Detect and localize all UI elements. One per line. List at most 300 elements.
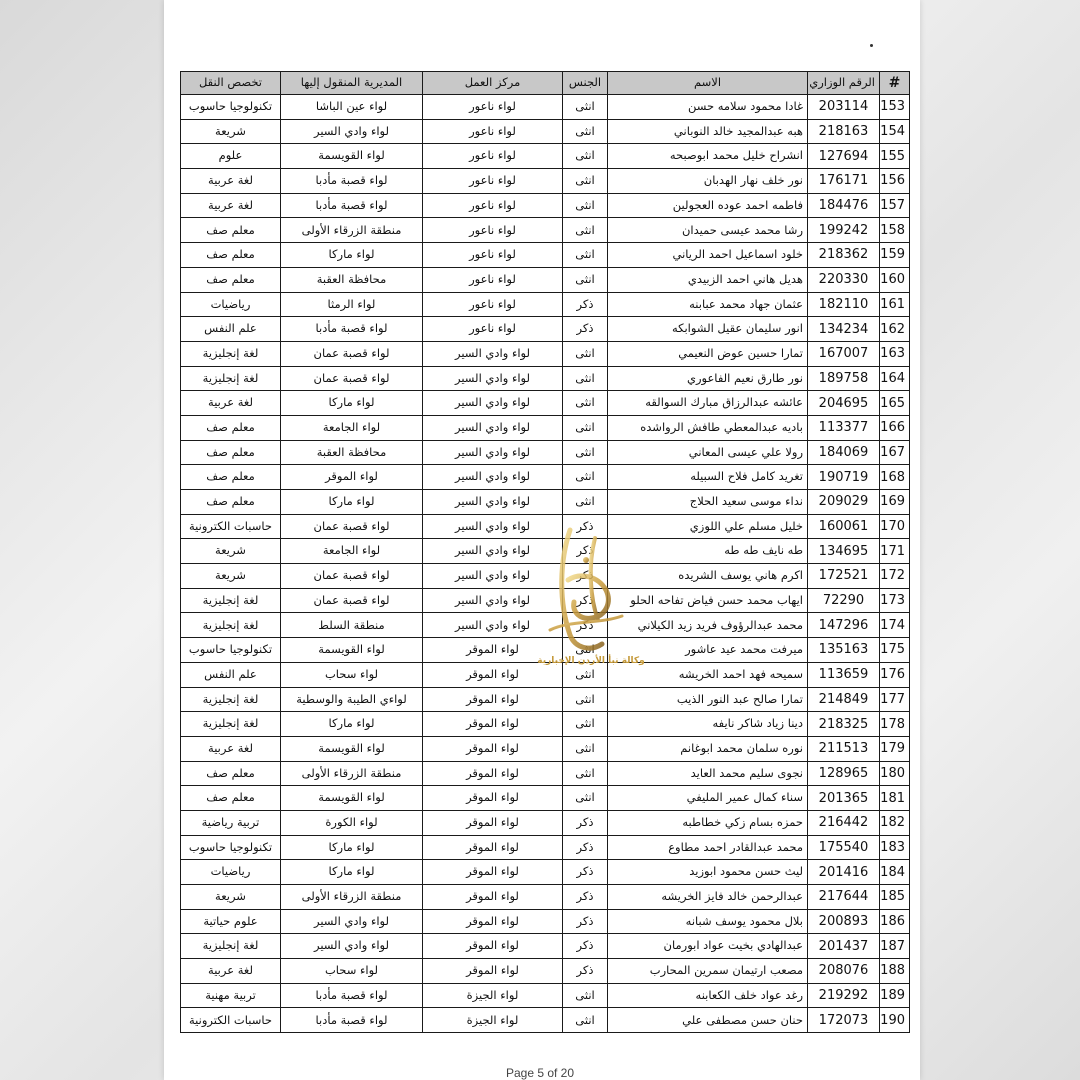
gender-cell: ذكر xyxy=(563,885,608,910)
work-center-cell: لواء وادي السير xyxy=(423,440,563,465)
ministerial-id-cell: 220330 xyxy=(808,267,880,292)
employee-name-cell: رولا علي عيسى المعاني xyxy=(608,440,808,465)
employee-name-cell: تغريد كامل فلاح السبيله xyxy=(608,465,808,490)
work-center-cell: لواء الموقر xyxy=(423,736,563,761)
table-row xyxy=(181,1008,910,1033)
table-row xyxy=(181,687,910,712)
employee-name-cell: خليل مسلم علي اللوزي xyxy=(608,514,808,539)
employee-name-cell: سميحه فهد احمد الخريشه xyxy=(608,662,808,687)
transfer-specialty-cell: شريعة xyxy=(181,564,281,589)
row-number-cell: 172 xyxy=(880,564,910,589)
work-center-cell: لواء وادي السير xyxy=(423,391,563,416)
work-center-cell: لواء الجيزة xyxy=(423,1008,563,1033)
transfer-specialty-cell: لغة إنجليزية xyxy=(181,613,281,638)
work-center-cell: لواء وادي السير xyxy=(423,490,563,515)
ministerial-id-cell: 176171 xyxy=(808,169,880,194)
gender-cell: انثى xyxy=(563,736,608,761)
ministerial-id-cell: 134234 xyxy=(808,317,880,342)
gender-cell: انثى xyxy=(563,465,608,490)
destination-directorate-cell: لواء وادي السير xyxy=(281,909,423,934)
destination-directorate-cell: لواء وادي السير xyxy=(281,934,423,959)
ministerial-id-cell: 160061 xyxy=(808,514,880,539)
ministerial-id-cell: 134695 xyxy=(808,539,880,564)
gender-cell: انثى xyxy=(563,391,608,416)
transfer-specialty-cell: تربية مهنية xyxy=(181,983,281,1008)
gender-cell: ذكر xyxy=(563,514,608,539)
destination-directorate-cell: لواء قصبة عمان xyxy=(281,366,423,391)
gender-cell: انثى xyxy=(563,638,608,663)
destination-directorate-cell: لواء قصبة مأدبا xyxy=(281,1008,423,1033)
ministerial-id-cell: 189758 xyxy=(808,366,880,391)
table-row xyxy=(181,662,910,687)
header-name: الاسم xyxy=(608,72,808,95)
work-center-cell: لواء الموقر xyxy=(423,761,563,786)
row-number-cell: 190 xyxy=(880,1008,910,1033)
destination-directorate-cell: لواء قصبة مأدبا xyxy=(281,193,423,218)
table-row xyxy=(181,983,910,1008)
table-row xyxy=(181,564,910,589)
table-row xyxy=(181,119,910,144)
gender-cell: انثى xyxy=(563,341,608,366)
row-number-cell: 162 xyxy=(880,317,910,342)
table-row xyxy=(181,490,910,515)
employee-name-cell: رشا محمد عيسى حميدان xyxy=(608,218,808,243)
transfer-specialty-cell: شريعة xyxy=(181,539,281,564)
transfer-specialty-cell: علم النفس xyxy=(181,317,281,342)
gender-cell: انثى xyxy=(563,490,608,515)
destination-directorate-cell: لواء ماركا xyxy=(281,835,423,860)
employee-name-cell: محمد عبدالرؤوف فريد زيد الكيلاني xyxy=(608,613,808,638)
work-center-cell: لواء وادي السير xyxy=(423,366,563,391)
gender-cell: ذكر xyxy=(563,539,608,564)
row-number-cell: 182 xyxy=(880,810,910,835)
gender-cell: انثى xyxy=(563,712,608,737)
transfer-specialty-cell: لغة إنجليزية xyxy=(181,588,281,613)
ministerial-id-cell: 72290 xyxy=(808,588,880,613)
employee-name-cell: دينا زياد شاكر نايفه xyxy=(608,712,808,737)
ministerial-id-cell: 218325 xyxy=(808,712,880,737)
row-number-cell: 154 xyxy=(880,119,910,144)
row-number-cell: 187 xyxy=(880,934,910,959)
transfer-specialty-cell: لغة إنجليزية xyxy=(181,366,281,391)
work-center-cell: لواء الموقر xyxy=(423,959,563,984)
work-center-cell: لواء وادي السير xyxy=(423,539,563,564)
transfer-specialty-cell: معلم صف xyxy=(181,786,281,811)
transfer-specialty-cell: لغة إنجليزية xyxy=(181,687,281,712)
header-num: # xyxy=(880,72,910,95)
row-number-cell: 164 xyxy=(880,366,910,391)
destination-directorate-cell: محافظة العقبة xyxy=(281,440,423,465)
ministerial-id-cell: 147296 xyxy=(808,613,880,638)
destination-directorate-cell: لواء قصبة عمان xyxy=(281,341,423,366)
employee-name-cell: نجوى سليم محمد العايد xyxy=(608,761,808,786)
destination-directorate-cell: لواء ماركا xyxy=(281,860,423,885)
destination-directorate-cell: لواء القويسمة xyxy=(281,736,423,761)
table-row xyxy=(181,909,910,934)
ministerial-id-cell: 199242 xyxy=(808,218,880,243)
table-row xyxy=(181,885,910,910)
gender-cell: ذكر xyxy=(563,934,608,959)
ministerial-id-cell: 184476 xyxy=(808,193,880,218)
transfer-specialty-cell: لغة عربية xyxy=(181,169,281,194)
gender-cell: ذكر xyxy=(563,860,608,885)
header-gender: الجنس xyxy=(563,72,608,95)
employee-name-cell: رغد عواد خلف الكعابنه xyxy=(608,983,808,1008)
transfer-specialty-cell: حاسبات الكترونية xyxy=(181,1008,281,1033)
gender-cell: ذكر xyxy=(563,959,608,984)
table-row xyxy=(181,588,910,613)
row-number-cell: 165 xyxy=(880,391,910,416)
row-number-cell: 158 xyxy=(880,218,910,243)
employee-name-cell: غادا محمود سلامه حسن xyxy=(608,95,808,120)
destination-directorate-cell: منطقة الزرقاء الأولى xyxy=(281,218,423,243)
table-row xyxy=(181,292,910,317)
ministerial-id-cell: 184069 xyxy=(808,440,880,465)
work-center-cell: لواء وادي السير xyxy=(423,415,563,440)
table-row xyxy=(181,144,910,169)
transfer-specialty-cell: رياضيات xyxy=(181,860,281,885)
ministerial-id-cell: 218163 xyxy=(808,119,880,144)
gender-cell: ذكر xyxy=(563,909,608,934)
employee-name-cell: تمارا حسين عوض النعيمي xyxy=(608,341,808,366)
table-row xyxy=(181,810,910,835)
table-row xyxy=(181,736,910,761)
work-center-cell: لواء ناعور xyxy=(423,267,563,292)
employee-name-cell: خلود اسماعيل احمد الرياني xyxy=(608,243,808,268)
table-row xyxy=(181,317,910,342)
row-number-cell: 181 xyxy=(880,786,910,811)
row-number-cell: 156 xyxy=(880,169,910,194)
table-row xyxy=(181,835,910,860)
destination-directorate-cell: لواء الجامعة xyxy=(281,415,423,440)
table-row xyxy=(181,465,910,490)
destination-directorate-cell: لواء سحاب xyxy=(281,662,423,687)
gender-cell: انثى xyxy=(563,95,608,120)
row-number-cell: 189 xyxy=(880,983,910,1008)
ministerial-id-cell: 211513 xyxy=(808,736,880,761)
gender-cell: انثى xyxy=(563,169,608,194)
ministerial-id-cell: 190719 xyxy=(808,465,880,490)
table-row xyxy=(181,366,910,391)
table-row xyxy=(181,860,910,885)
gender-cell: انثى xyxy=(563,243,608,268)
row-number-cell: 183 xyxy=(880,835,910,860)
work-center-cell: لواء وادي السير xyxy=(423,514,563,539)
employee-name-cell: باديه عبدالمعطي طافش الرواشده xyxy=(608,415,808,440)
row-number-cell: 176 xyxy=(880,662,910,687)
gender-cell: انثى xyxy=(563,267,608,292)
employee-name-cell: حمزه بسام زكي خطاطبه xyxy=(608,810,808,835)
employee-name-cell: بلال محمود يوسف شبانه xyxy=(608,909,808,934)
work-center-cell: لواء ناعور xyxy=(423,218,563,243)
row-number-cell: 173 xyxy=(880,588,910,613)
gender-cell: ذكر xyxy=(563,292,608,317)
gender-cell: انثى xyxy=(563,1008,608,1033)
destination-directorate-cell: لواء الموقر xyxy=(281,465,423,490)
ministerial-id-cell: 200893 xyxy=(808,909,880,934)
employee-name-cell: محمد عبدالقادر احمد مطاوع xyxy=(608,835,808,860)
transfer-specialty-cell: لغة إنجليزية xyxy=(181,712,281,737)
destination-directorate-cell: لواء ماركا xyxy=(281,712,423,737)
transfer-specialty-cell: لغة إنجليزية xyxy=(181,934,281,959)
row-number-cell: 179 xyxy=(880,736,910,761)
work-center-cell: لواء ناعور xyxy=(423,95,563,120)
row-number-cell: 185 xyxy=(880,885,910,910)
ministerial-id-cell: 204695 xyxy=(808,391,880,416)
ministerial-id-cell: 175540 xyxy=(808,835,880,860)
transfer-specialty-cell: تربية رياضية xyxy=(181,810,281,835)
work-center-cell: لواء وادي السير xyxy=(423,465,563,490)
destination-directorate-cell: لواء قصبة عمان xyxy=(281,514,423,539)
work-center-cell: لواء الموقر xyxy=(423,934,563,959)
destination-directorate-cell: لواء القويسمة xyxy=(281,638,423,663)
gender-cell: ذكر xyxy=(563,810,608,835)
work-center-cell: لواء ناعور xyxy=(423,317,563,342)
transfer-specialty-cell: شريعة xyxy=(181,885,281,910)
page-footer: Page 5 of 20 xyxy=(505,1066,575,1080)
work-center-cell: لواء ناعور xyxy=(423,292,563,317)
table-body xyxy=(181,95,910,1033)
work-center-cell: لواء الموقر xyxy=(423,638,563,663)
destination-directorate-cell: منطقة السلط xyxy=(281,613,423,638)
transfer-specialty-cell: معلم صف xyxy=(181,440,281,465)
table-row xyxy=(181,169,910,194)
destination-directorate-cell: لواء سحاب xyxy=(281,959,423,984)
table-row xyxy=(181,712,910,737)
transfer-specialty-cell: معلم صف xyxy=(181,267,281,292)
employee-name-cell: عبدالهادي بخيت عواد ابورمان xyxy=(608,934,808,959)
transfer-specialty-cell: معلم صف xyxy=(181,415,281,440)
destination-directorate-cell: لواء الكورة xyxy=(281,810,423,835)
transfer-specialty-cell: لغة عربية xyxy=(181,736,281,761)
transfer-specialty-cell: لغة عربية xyxy=(181,959,281,984)
row-number-cell: 166 xyxy=(880,415,910,440)
destination-directorate-cell: لواء الرمثا xyxy=(281,292,423,317)
table-row xyxy=(181,934,910,959)
ministerial-id-cell: 201437 xyxy=(808,934,880,959)
table-row xyxy=(181,415,910,440)
ministerial-id-cell: 113377 xyxy=(808,415,880,440)
employee-name-cell: نداء موسى سعيد الحلاج xyxy=(608,490,808,515)
work-center-cell: لواء وادي السير xyxy=(423,588,563,613)
employee-name-cell: تمارا صالح عبد النور الذيب xyxy=(608,687,808,712)
destination-directorate-cell: لواء القويسمة xyxy=(281,786,423,811)
ministerial-id-cell: 128965 xyxy=(808,761,880,786)
transfer-specialty-cell: علوم حياتية xyxy=(181,909,281,934)
employee-name-cell: نوره سلمان محمد ابوغانم xyxy=(608,736,808,761)
destination-directorate-cell: لواء قصبة مأدبا xyxy=(281,317,423,342)
destination-directorate-cell: لواء وادي السير xyxy=(281,119,423,144)
ministerial-id-cell: 208076 xyxy=(808,959,880,984)
gender-cell: انثى xyxy=(563,193,608,218)
row-number-cell: 160 xyxy=(880,267,910,292)
work-center-cell: لواء ناعور xyxy=(423,243,563,268)
ministerial-id-cell: 167007 xyxy=(808,341,880,366)
gender-cell: انثى xyxy=(563,687,608,712)
destination-directorate-cell: لواءي الطيبة والوسطية xyxy=(281,687,423,712)
destination-directorate-cell: لواء الجامعة xyxy=(281,539,423,564)
row-number-cell: 153 xyxy=(880,95,910,120)
row-number-cell: 178 xyxy=(880,712,910,737)
employee-name-cell: عائشه عبدالرزاق مبارك السوالقه xyxy=(608,391,808,416)
table-row xyxy=(181,193,910,218)
destination-directorate-cell: لواء قصبة عمان xyxy=(281,588,423,613)
stray-mark xyxy=(870,44,873,47)
table-row xyxy=(181,959,910,984)
employee-name-cell: انور سليمان عقيل الشوابكه xyxy=(608,317,808,342)
work-center-cell: لواء الموقر xyxy=(423,786,563,811)
destination-directorate-cell: لواء قصبة مأدبا xyxy=(281,983,423,1008)
table-header-row xyxy=(181,72,910,95)
destination-directorate-cell: لواء ماركا xyxy=(281,490,423,515)
work-center-cell: لواء ناعور xyxy=(423,119,563,144)
ministerial-id-cell: 182110 xyxy=(808,292,880,317)
employee-name-cell: انشراح خليل محمد ابوصبحه xyxy=(608,144,808,169)
work-center-cell: لواء الموقر xyxy=(423,860,563,885)
table-row xyxy=(181,514,910,539)
transfer-specialty-cell: معلم صف xyxy=(181,218,281,243)
table-row xyxy=(181,391,910,416)
transfer-specialty-cell: حاسبات الكترونية xyxy=(181,514,281,539)
employee-name-cell: نور طارق نعيم الفاعوري xyxy=(608,366,808,391)
transfer-specialty-cell: تكنولوجيا حاسوب xyxy=(181,835,281,860)
employee-name-cell: حنان حسن مصطفى علي xyxy=(608,1008,808,1033)
transfer-specialty-cell: تكنولوجيا حاسوب xyxy=(181,95,281,120)
ministerial-id-cell: 127694 xyxy=(808,144,880,169)
employee-name-cell: ليث حسن محمود ابوزيد xyxy=(608,860,808,885)
employee-name-cell: هبه عبدالمجيد خالد النوباني xyxy=(608,119,808,144)
ministerial-id-cell: 203114 xyxy=(808,95,880,120)
destination-directorate-cell: منطقة الزرقاء الأولى xyxy=(281,885,423,910)
row-number-cell: 180 xyxy=(880,761,910,786)
work-center-cell: لواء الموقر xyxy=(423,885,563,910)
transfer-specialty-cell: لغة إنجليزية xyxy=(181,341,281,366)
transfer-specialty-cell: علوم xyxy=(181,144,281,169)
row-number-cell: 167 xyxy=(880,440,910,465)
work-center-cell: لواء الموقر xyxy=(423,712,563,737)
employee-name-cell: نور خلف نهار الهدبان xyxy=(608,169,808,194)
gender-cell: انثى xyxy=(563,144,608,169)
row-number-cell: 175 xyxy=(880,638,910,663)
ministerial-id-cell: 218362 xyxy=(808,243,880,268)
employee-name-cell: ميرفت محمد عيد عاشور xyxy=(608,638,808,663)
gender-cell: انثى xyxy=(563,415,608,440)
work-center-cell: لواء وادي السير xyxy=(423,564,563,589)
ministerial-id-cell: 201416 xyxy=(808,860,880,885)
destination-directorate-cell: محافظة العقبة xyxy=(281,267,423,292)
table-row xyxy=(181,341,910,366)
row-number-cell: 186 xyxy=(880,909,910,934)
row-number-cell: 174 xyxy=(880,613,910,638)
table-row xyxy=(181,539,910,564)
work-center-cell: لواء ناعور xyxy=(423,144,563,169)
ministerial-id-cell: 219292 xyxy=(808,983,880,1008)
table-row xyxy=(181,218,910,243)
header-ministerial-id: الرقم الوزاري xyxy=(808,72,880,95)
ministerial-id-cell: 217644 xyxy=(808,885,880,910)
employee-name-cell: هديل هاني احمد الزبيدي xyxy=(608,267,808,292)
table-row xyxy=(181,440,910,465)
employee-name-cell: مصعب ارتيمان سمرين المحارب xyxy=(608,959,808,984)
transfer-roster-table xyxy=(180,71,910,1033)
header-work-center: مركز العمل xyxy=(423,72,563,95)
row-number-cell: 163 xyxy=(880,341,910,366)
gender-cell: انثى xyxy=(563,761,608,786)
work-center-cell: لواء الجيزة xyxy=(423,983,563,1008)
row-number-cell: 155 xyxy=(880,144,910,169)
employee-name-cell: عثمان جهاد محمد عبابنه xyxy=(608,292,808,317)
ministerial-id-cell: 172521 xyxy=(808,564,880,589)
table-row xyxy=(181,613,910,638)
destination-directorate-cell: منطقة الزرقاء الأولى xyxy=(281,761,423,786)
transfer-specialty-cell: معلم صف xyxy=(181,243,281,268)
ministerial-id-cell: 135163 xyxy=(808,638,880,663)
destination-directorate-cell: لواء قصبة مأدبا xyxy=(281,169,423,194)
employee-name-cell: فاطمه احمد عوده العجولين xyxy=(608,193,808,218)
transfer-specialty-cell: معلم صف xyxy=(181,490,281,515)
row-number-cell: 169 xyxy=(880,490,910,515)
watermark-caption: وكالة نبأ الأردن الإخبارية xyxy=(537,656,645,666)
ministerial-id-cell: 209029 xyxy=(808,490,880,515)
gender-cell: ذكر xyxy=(563,588,608,613)
gender-cell: ذكر xyxy=(563,835,608,860)
gender-cell: ذكر xyxy=(563,564,608,589)
row-number-cell: 168 xyxy=(880,465,910,490)
table-row xyxy=(181,267,910,292)
transfer-specialty-cell: لغة عربية xyxy=(181,193,281,218)
ministerial-id-cell: 172073 xyxy=(808,1008,880,1033)
gender-cell: انثى xyxy=(563,440,608,465)
gender-cell: ذكر xyxy=(563,613,608,638)
transfer-specialty-cell: شريعة xyxy=(181,119,281,144)
work-center-cell: لواء الموقر xyxy=(423,662,563,687)
ministerial-id-cell: 214849 xyxy=(808,687,880,712)
row-number-cell: 177 xyxy=(880,687,910,712)
transfer-specialty-cell: علم النفس xyxy=(181,662,281,687)
transfer-specialty-cell: معلم صف xyxy=(181,465,281,490)
header-destination-directorate: المديرية المنقول إليها xyxy=(281,72,423,95)
transfer-specialty-cell: تكنولوجيا حاسوب xyxy=(181,638,281,663)
destination-directorate-cell: لواء ماركا xyxy=(281,243,423,268)
table-row xyxy=(181,243,910,268)
header-specialty: تخصص النقل xyxy=(181,72,281,95)
table-row xyxy=(181,95,910,120)
destination-directorate-cell: لواء عين الباشا xyxy=(281,95,423,120)
row-number-cell: 171 xyxy=(880,539,910,564)
work-center-cell: لواء ناعور xyxy=(423,193,563,218)
destination-directorate-cell: لواء القويسمة xyxy=(281,144,423,169)
employee-name-cell: طه نايف طه طه xyxy=(608,539,808,564)
table-row xyxy=(181,786,910,811)
ministerial-id-cell: 216442 xyxy=(808,810,880,835)
transfer-specialty-cell: معلم صف xyxy=(181,761,281,786)
transfer-specialty-cell: لغة عربية xyxy=(181,391,281,416)
work-center-cell: لواء الموقر xyxy=(423,909,563,934)
work-center-cell: لواء الموقر xyxy=(423,687,563,712)
destination-directorate-cell: لواء قصبة عمان xyxy=(281,564,423,589)
work-center-cell: لواء وادي السير xyxy=(423,613,563,638)
employee-name-cell: ايهاب محمد حسن فياض تفاحه الحلو xyxy=(608,588,808,613)
ministerial-id-cell: 113659 xyxy=(808,662,880,687)
row-number-cell: 157 xyxy=(880,193,910,218)
work-center-cell: لواء الموقر xyxy=(423,810,563,835)
employee-name-cell: عبدالرحمن خالد فايز الخريشه xyxy=(608,885,808,910)
ministerial-id-cell: 201365 xyxy=(808,786,880,811)
destination-directorate-cell: لواء ماركا xyxy=(281,391,423,416)
transfer-specialty-cell: رياضيات xyxy=(181,292,281,317)
gender-cell: انثى xyxy=(563,119,608,144)
gender-cell: انثى xyxy=(563,662,608,687)
